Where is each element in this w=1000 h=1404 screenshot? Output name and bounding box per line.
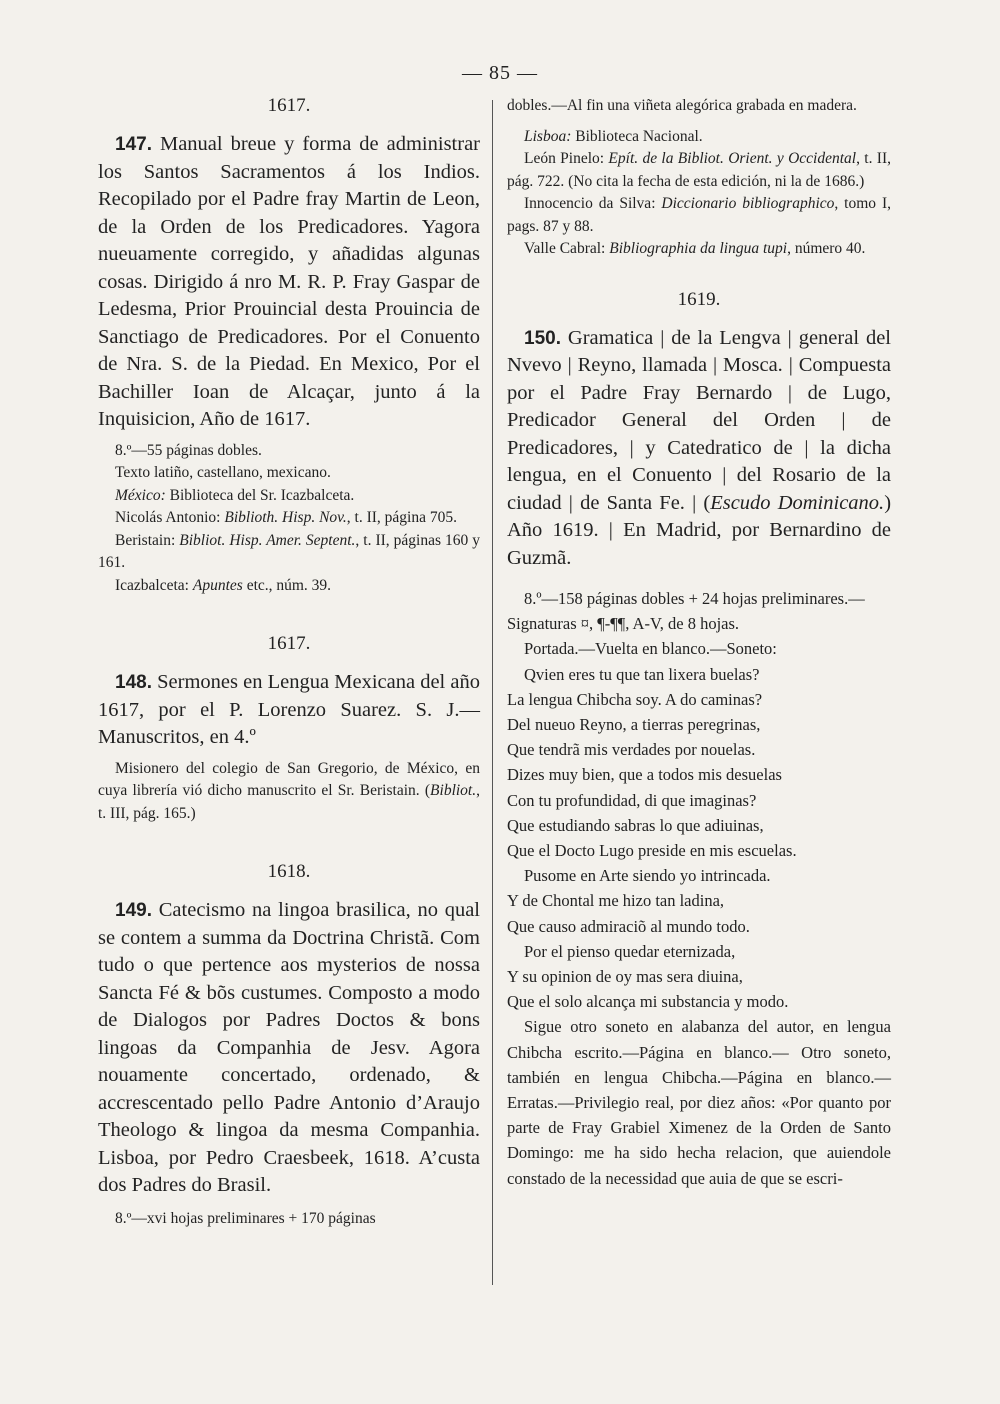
- year-heading: 1619.: [677, 288, 721, 310]
- ref-detail: , número 40.: [787, 240, 866, 257]
- entry-number: 150.: [524, 327, 561, 349]
- text-note: Texto latiño, castellano, mexicano.: [115, 464, 331, 481]
- ref-detail: , t. II, página 705.: [346, 509, 457, 526]
- verse-line: Que causo admiraciõ al mundo todo.: [507, 916, 750, 936]
- entry-title: [98, 669, 480, 752]
- continuation-text: dobles.—Al fin una viñeta alegórica grabada en madera.: [507, 97, 857, 114]
- ref-work: Epít. de la Bibliot. Orient. y Occidental: [608, 150, 857, 167]
- ref-author: León Pinelo:: [524, 150, 609, 167]
- verse-line: La lengua Chibcha soy. A do caminas?: [507, 689, 763, 709]
- ref-detail: , tomo I, pags. 87 y 88.: [507, 195, 892, 235]
- year-heading: 1617.: [267, 633, 311, 654]
- ref-work: Bibliographia da lingua tupi: [609, 240, 788, 257]
- right-column: [507, 95, 891, 1191]
- entry-number: 148.: [115, 672, 152, 693]
- year-heading: 1618.: [267, 861, 311, 882]
- entry-147: [98, 131, 480, 597]
- ref-author: Valle Cabral:: [524, 240, 610, 257]
- verse-line: Del nueuo Reyno, a tierras peregrinas,: [507, 715, 761, 735]
- ref-author: Innocencio da Silva:: [524, 195, 662, 212]
- entry-note: Misionero del colegio de San Gregorio, de México, en cuya librería vió dicho manuscrito el Sr. Beristain. (Bibliot., t. III, pág. 165.): [98, 759, 480, 822]
- ref-work: Biblioth. Hisp. Nov.: [224, 509, 347, 526]
- ref-work: Apuntes: [192, 576, 243, 594]
- note-text: Misionero del colegio de San Gregorio, de México, en cuya librería vió dicho manuscrito el Sr. Beristain.: [98, 759, 480, 799]
- reference-location: [507, 126, 891, 149]
- entry-number: 149.: [115, 900, 152, 921]
- portada-line: Portada.—Vuelta en blanco.—Soneto:: [524, 639, 777, 659]
- closing-text: Sigue otro soneto en alabanza del autor, en lengua Chibcha escrito.—Página en blanco.— Otro soneto, también en lengua Chibcha.—Página en blanco.—Erratas.—Privilegio real, por diez años: «Por quanto por parte de Fray Grabiel Ximenez de la Orden de Santo Domingo: me ha sido hecha relacion, que auiendole constado de la necessidad que auia de que se escri-: [507, 1017, 891, 1188]
- reference: [98, 507, 480, 530]
- entry-148: [98, 669, 480, 825]
- location-library: Biblioteca del Sr. Icazbalceta.: [165, 486, 355, 504]
- reference-location: [98, 485, 480, 508]
- entry-number: 147.: [115, 134, 152, 155]
- entry-title: [98, 131, 480, 434]
- ref-detail: , t. II, pág. 722. (No cita la fecha de esta edición, ni la de 1686.): [507, 150, 891, 190]
- reference: [507, 238, 891, 261]
- verse-line: Y de Chontal me hizo tan ladina,: [507, 891, 725, 911]
- entry-title-end: ) Año 1619. | En Madrid, por Bernardino de Guzmã.: [507, 491, 892, 569]
- location-library: Biblioteca Nacional.: [571, 127, 703, 145]
- ref-work: Diccionario bibliographico: [661, 195, 835, 212]
- entry-title-text: Manual breue y forma de administrar los Santos Sacramentos á los Indios. Recopilado por el Padre fray Martin de Leon, de la Orden de los Predicadores. Yagora nueuamente corregido, y añadidas algunas cosas. Dirigido á nro M. R. P. Fray Gaspar de Ledesma, Prior Prouincial desta Prouincia de Sanctiago de Predicadores. Por el Conuento de Nra. S. de la Piedad. En Mexico, Por el Bachiller Ioan de Alcaçar, junto á la Inquisicion, Año de 1617.: [98, 133, 480, 430]
- ref-detail: , t. II, páginas 160 y 161.: [98, 531, 480, 571]
- ref-detail: etc., núm. 39.: [242, 576, 332, 594]
- verse-line: Dizes muy bien, que a todos mis desuelas: [507, 765, 782, 785]
- page-number: — 85 —: [462, 62, 538, 84]
- format-line: 8.º—xvi hojas preliminares + 170 páginas: [115, 1209, 376, 1227]
- location-city: Lisboa:: [524, 127, 572, 145]
- verse-line: Qvien eres tu que tan lixera buelas?: [524, 664, 760, 684]
- year-heading: 1617.: [267, 95, 311, 116]
- format-line: 8.º—158 páginas dobles + 24 hojas preliminares.—Signaturas ¤, ¶-¶¶, A-V, de 8 hojas.: [507, 589, 865, 634]
- verse-line: Y su opinion de oy mas sera diuina,: [507, 967, 743, 987]
- verse-line: Que el solo alcança mi substancia y modo.: [507, 992, 789, 1012]
- ref-author: Icazbalceta:: [115, 576, 193, 594]
- ref-work: Bibliot. Hisp. Amer. Septent.: [179, 531, 356, 549]
- entry-title-text: Catecismo na lingoa brasilica, no qual se contem a summa da Doctrina Christã. Com tudo o que pertence aos mysterios de nossa Sancta Fé & bõs custumes. Composto a modo de Dialogos por Padres Doctos & bons lingoas da Companhia de Jesv. Agora nouamente concertado, ordenado, & accrescentado pello Padre Antonio d’Araujo Theologo & lingoa da mesma Companhia. Lisboa, por Pedro Craesbeek, 1618. A’custa dos Padres do Brasil.: [98, 899, 481, 1196]
- entry-title-italic: Escudo Dominicano.: [710, 491, 885, 514]
- entry-title: [98, 897, 480, 1200]
- verse-line: Que el Docto Lugo preside en mis escuelas.: [507, 841, 797, 861]
- verse-line: Por el pienso quedar eternizada,: [524, 941, 736, 961]
- location-city: México:: [115, 486, 166, 504]
- entry-title: [507, 325, 891, 573]
- entry-149: [98, 897, 480, 1230]
- verse-line: Que estudiando sabras lo que adiuinas,: [507, 815, 764, 835]
- entry-title-text: Sermones en Lengua Mexicana del año 1617, por el P. Lorenzo Suarez. S. J.— Manuscritos, en 4.º: [98, 671, 480, 748]
- reference: [98, 530, 480, 575]
- note-detail: , t. III, pág. 165.): [98, 782, 480, 822]
- column-divider: [492, 100, 493, 1285]
- reference: [507, 148, 891, 193]
- reference: [98, 575, 480, 598]
- reference: [507, 193, 891, 238]
- verse-line: Pusome en Arte siendo yo intrincada.: [524, 866, 771, 886]
- ref-author: Nicolás Antonio:: [115, 509, 225, 526]
- note-work: Bibliot.: [430, 782, 477, 799]
- format-line: 8.º—55 páginas dobles.: [115, 441, 262, 459]
- verse-line: Con tu profundidad, di que imaginas?: [507, 790, 757, 810]
- entry-150: [507, 325, 891, 1191]
- verse-line: Que tendrã mis verdades por nouelas.: [507, 740, 756, 760]
- entry-title-text: Gramatica | de la Lengva | general del Nvevo | Reyno, llamada | Mosca. | Compuesta por el Padre Fray Bernardo | de Lugo, Predicador General del Orden | de Predicadores, | y Catedratico de | la dicha lengua, en el Conuento | del Rosario de la ciudad | de Santa Fe. | (: [507, 326, 891, 514]
- ref-author: Beristain:: [115, 531, 180, 549]
- left-column: [98, 95, 480, 1230]
